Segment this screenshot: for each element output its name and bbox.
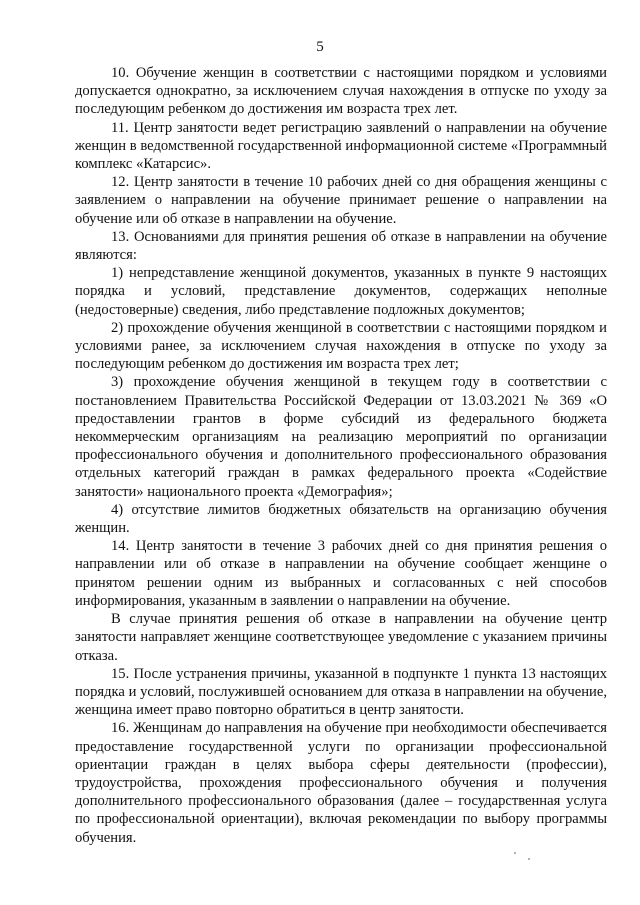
paragraph-13: 13. Основаниями для принятия решения об отказе в направлении на обучение являются:: [75, 228, 607, 264]
paragraph-14: 14. Центр занятости в течение 3 рабочих дней со дня принятия решения о направлении или об отказе в направлении на обучение сообщает женщине о принятом решении одним из выбранных и согласованных с ней способов информирования, указанным в заявлении о направлении на обучение.: [75, 538, 607, 609]
document-body: [75, 64, 607, 847]
paragraph-10: 10. Обучение женщин в соответствии с настоящими порядком и условиями допускается однократно, за исключением случая нахождения в отпуске по уходу за последующим ребенком до достижения им возраста трех лет.: [75, 65, 607, 118]
paragraph-13-item-2: 2) прохождение обучения женщиной в соответствии с настоящими порядком и условиями ранее, за исключением случая нахождения в отпуске по уходу за последующим ребенком до достижения им возраста трех лет;: [75, 319, 607, 373]
paragraph-15: 15. После устранения причины, указанной в подпункте 1 пункта 13 настоящих порядка и условий, послужившей основанием для отказа в направлении на обучение, женщина имеет право повторно обратиться в центр занятости.: [75, 665, 607, 719]
paragraph-11: 11. Центр занятости ведет регистрацию заявлений о направлении на обучение женщин в ведомственной государственной информационной системе «Программный комплекс «Катарсис».: [75, 119, 607, 173]
scan-speck: [528, 858, 530, 860]
page-number: 5: [316, 39, 324, 55]
paragraph-13-item-3: 3) прохождение обучения женщиной в текущем году в соответствии с постановлением Правительства Российской Федерации от 13.03.2021 № 369 «О предоставлении грантов в форме субсидий из федерального бюджета некоммерческим организациям на реализацию мероприятий по организации профессионального обучения и дополнительного профессионального образования отдельных категорий граждан в рамках федерального проекта «Содействие занятости» национального проекта «Демография»;: [75, 374, 607, 500]
paragraph-13-item-1: 1) непредставление женщиной документов, указанных в пункте 9 настоящих порядка и условий, представление документов, содержащих неполные (недостоверные) сведения, либо представление подложных документов;: [75, 265, 607, 318]
paragraph-12: 12. Центр занятости в течение 10 рабочих дней со дня обращения женщины с заявлением о направлении на обучение принимает решение о направлении на обучение или об отказе в направлении на обучение.: [75, 174, 607, 227]
paragraph-16: 16. Женщинам до направления на обучение при необходимости обеспечивается предоставление государственной услуги по организации профессиональной ориентации граждан в целях выбора сферы деятельности (профессии), трудоустройства, прохождения профессионального обучения и получения дополнительного профессионального образования (далее – государственная услуга по профессиональной ориентации), включая рекомендации по выбору программы обучения.: [75, 720, 607, 846]
paragraph-14-refusal-notice: В случае принятия решения об отказе в направлении на обучение центр занятости направляет женщине соответствующее уведомление с указанием причины отказа.: [75, 611, 607, 664]
paragraph-13-item-4: 4) отсутствие лимитов бюджетных обязательств на организацию обучения женщин.: [75, 501, 607, 537]
scan-speck: [514, 852, 516, 854]
